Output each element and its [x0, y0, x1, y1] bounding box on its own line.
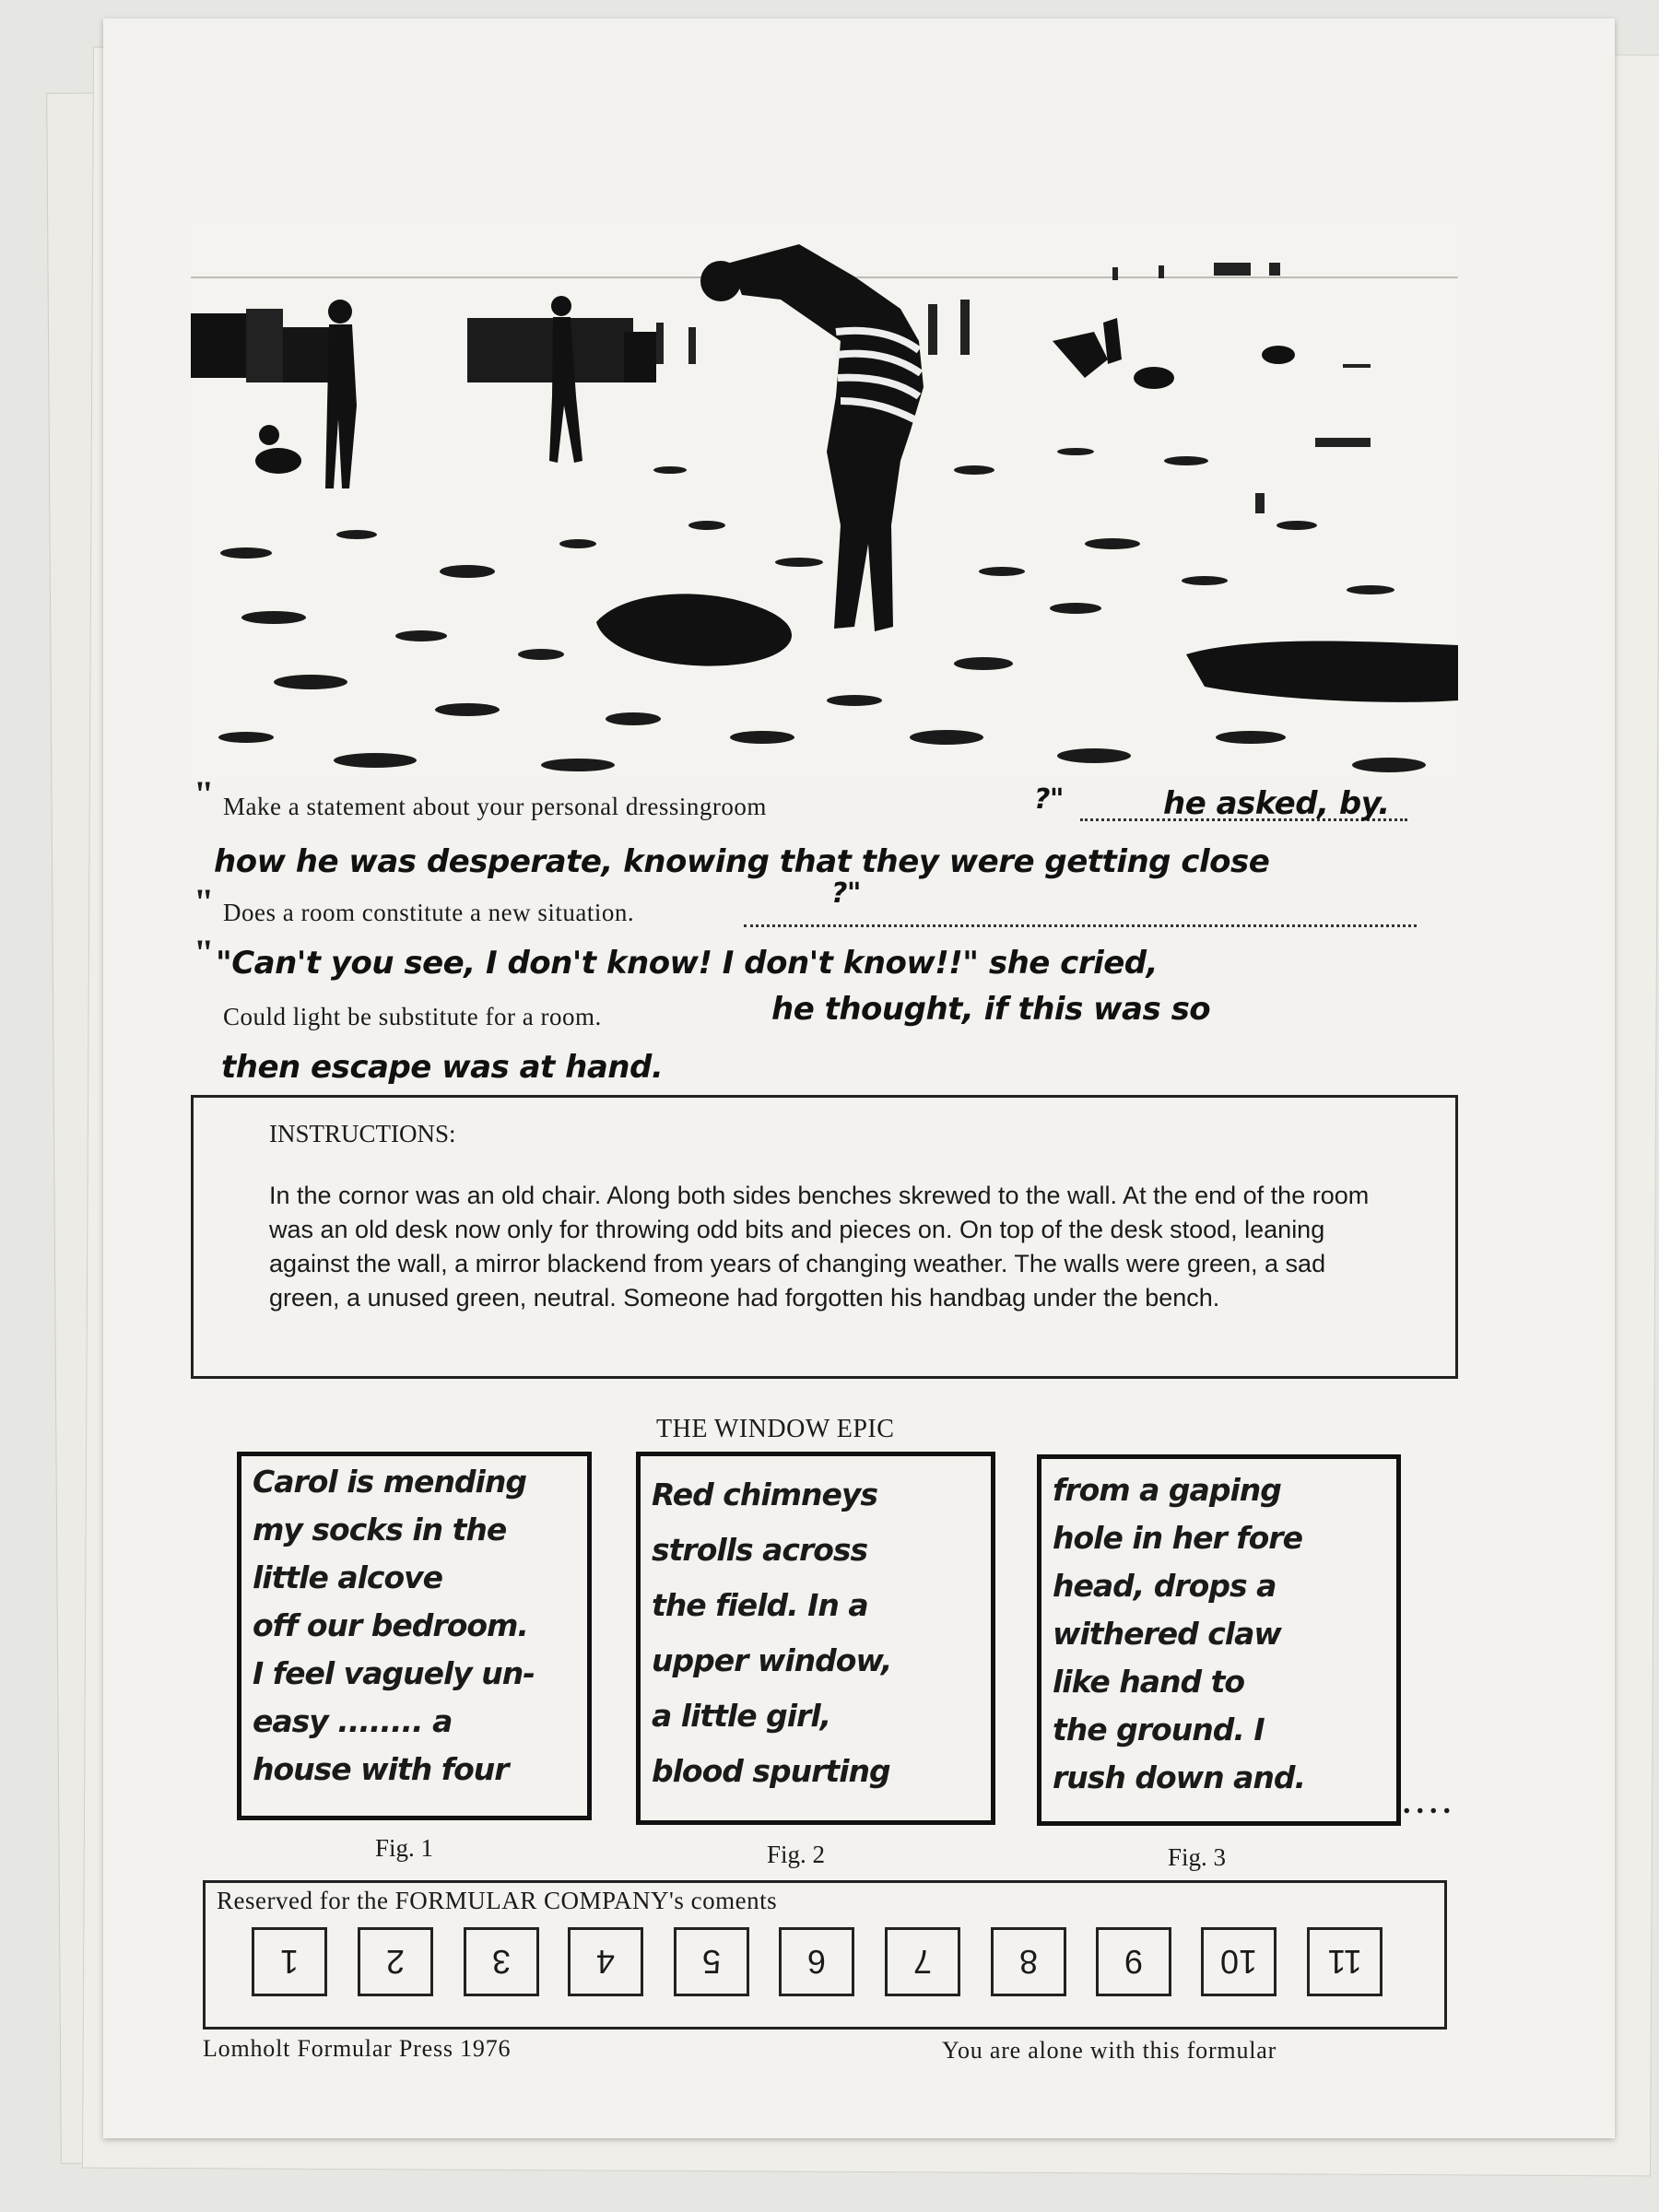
figure-1-line: little alcove [253, 1559, 443, 1595]
footer-tagline: You are alone with this formular [942, 2037, 1277, 2064]
number-box-7[interactable]: 7 [885, 1927, 960, 1996]
footer-publisher: Lomholt Formular Press 1976 [203, 2035, 512, 2062]
figure-3-line: from a gaping [1053, 1472, 1281, 1508]
figure-3-line: hole in her fore [1053, 1520, 1302, 1556]
quote-mark: " [194, 881, 215, 923]
quote-mark: " [194, 932, 215, 973]
quote-mark: " [194, 773, 215, 815]
figure-1-line: Carol is mending [253, 1464, 526, 1500]
figure-3-line: like hand to [1053, 1664, 1245, 1700]
handwriting-line-1: how he was desperate, knowing that they were getting close [214, 843, 1270, 880]
question-3-answer: he thought, if this was so [771, 991, 1211, 1028]
figure-2-line: upper window, [652, 1642, 892, 1678]
figure-2-line: the field. In a [652, 1587, 868, 1623]
question-2-mark: ?" [831, 877, 862, 910]
question-2-label: Does a room constitute a new situation. [223, 899, 635, 926]
figure-1-caption: Fig. 1 [375, 1834, 434, 1862]
figure-3-line: the ground. I [1053, 1712, 1265, 1747]
number-box-3[interactable]: 3 [464, 1927, 539, 1996]
figure-3-caption: Fig. 3 [1168, 1843, 1227, 1871]
answer-dotted-line [744, 924, 1417, 927]
number-box-4[interactable]: 4 [568, 1927, 643, 1996]
figure-2-line: Red chimneys [652, 1477, 878, 1512]
number-box-9[interactable]: 9 [1096, 1927, 1171, 1996]
figure-1-box [237, 1452, 592, 1820]
handwriting-line-2: "Can't you see, I don't know! I don't know!!" she cried, [216, 945, 1159, 982]
figure-3-trailing-dots: .... [1403, 1786, 1456, 1820]
figure-3-line: rush down and. [1053, 1759, 1306, 1795]
number-box-11[interactable]: 11 [1307, 1927, 1382, 1996]
figure-2-line: blood spurting [652, 1753, 890, 1789]
number-box-6[interactable]: 6 [779, 1927, 854, 1996]
handwriting-line-3: then escape was at hand. [221, 1049, 664, 1086]
question-1-label: Make a statement about your personal dressingroom [223, 793, 767, 820]
figure-3-line: head, drops a [1053, 1568, 1277, 1604]
figure-2-line: a little girl, [652, 1698, 831, 1734]
formular-page [103, 18, 1615, 2138]
question-1-answer: he asked, by. [1163, 785, 1390, 822]
number-box-8[interactable]: 8 [991, 1927, 1066, 1996]
instructions-box [191, 1095, 1458, 1379]
company-comments-box [203, 1880, 1447, 2030]
figure-3-box [1037, 1454, 1401, 1826]
number-box-2[interactable]: 2 [358, 1927, 433, 1996]
question-3-label: Could light be substitute for a room. [223, 1003, 602, 1030]
question-1-mark: ?" [1034, 783, 1065, 816]
figure-2-line: strolls across [652, 1532, 868, 1568]
figure-2-box [636, 1452, 995, 1825]
figure-2-caption: Fig. 2 [767, 1841, 826, 1868]
figure-1-line: easy ........ a [253, 1703, 453, 1739]
figure-1-line: I feel vaguely un- [253, 1655, 535, 1691]
figure-3-line: withered claw [1053, 1616, 1281, 1652]
beach-photograph [191, 221, 1458, 783]
company-comments-label: Reserved for the FORMULAR COMPANY's coments [217, 1887, 778, 1914]
number-box-1[interactable]: 1 [252, 1927, 327, 1996]
figure-1-line: house with four [253, 1751, 509, 1787]
window-epic-title: THE WINDOW EPIC [656, 1415, 895, 1443]
figure-1-line: my socks in the [253, 1512, 507, 1547]
number-box-10[interactable]: 10 [1201, 1927, 1277, 1996]
instructions-title: INSTRUCTIONS: [269, 1120, 456, 1147]
instructions-text: In the cornor was an old chair. Along both sides benches skrewed to the wall. At the end of the room was an old desk now only for throwing odd bits and pieces on. On top of the desk stood, leaning against the wall, a mirror blackend from years of changing weather. The walls were green, a sad green, a unused green, neutral. Someone had forgotten his handbag under the bench. [269, 1182, 1370, 1312]
number-box-5[interactable]: 5 [674, 1927, 749, 1996]
figure-1-line: off our bedroom. [253, 1607, 528, 1643]
